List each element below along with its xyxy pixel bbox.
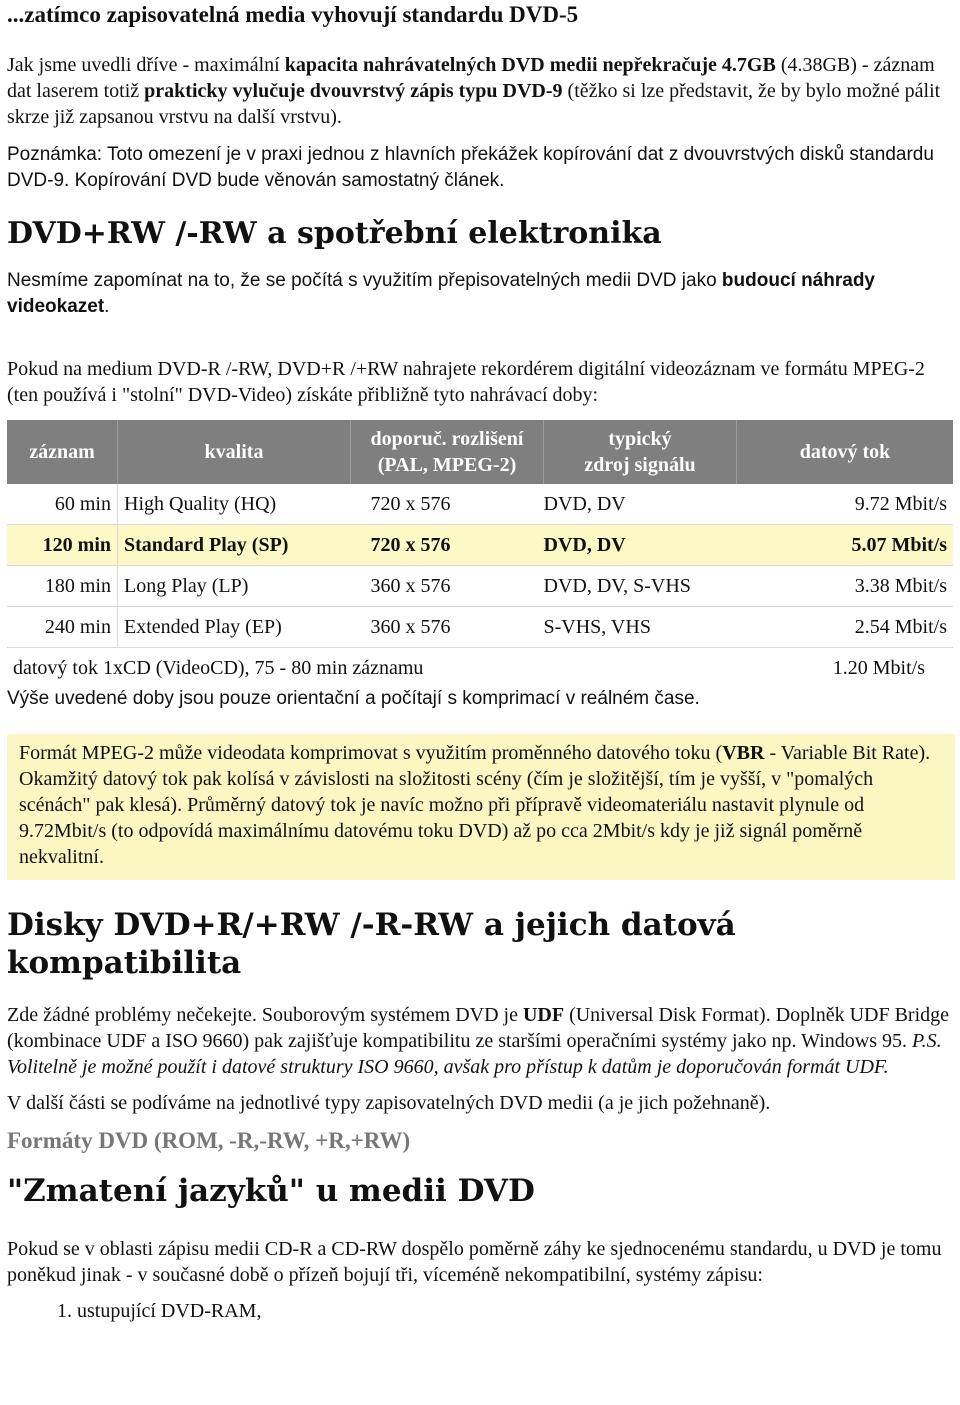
mpeg2-info-text [19,740,943,870]
header-rozliseni-line1: doporuč. rozlišení [370,428,524,450]
nesmime-paragraph [7,268,953,320]
heading-dvdrw-consumer: DVD+RW /-RW a spotřební elektronika [7,216,662,251]
list-item: 1. ustupující DVD-RAM, [77,1298,953,1324]
cell-source: S-VHS, VHS [544,607,737,648]
udf-text-2: (Universal Disk Format). Doplněk UDF Bridge (kombinace UDF a ISO 9660) pak zajišťuje kompatibilitu ze staršími operačními systémy jako np. Windows 95. [7,1004,950,1052]
footer-rate: 1.20 Mbit/s [832,657,925,679]
durations-note: Výše uvedené doby jsou pouze orientační a počítají s komprimací v reálném čase. [7,688,700,709]
recording-times-table [7,420,953,688]
table-row-highlighted [7,525,953,566]
cell-rate: 3.38 Mbit/s [737,566,954,607]
intro-paragraph [7,52,953,130]
table-header-row [7,420,953,484]
cell-source: DVD, DV [544,484,737,525]
cell-rate: 9.72 Mbit/s [737,484,954,525]
intro-bold-dualayer: prakticky vylučuje dvouvrstvý zápis typu DVD-9 [144,80,563,102]
cell-rate: 5.07 Mbit/s [737,525,954,566]
header-zdroj-line1: typický [608,428,672,450]
recording-intro-paragraph: Pokud na medium DVD-R /-RW, DVD+R /+RW nahrajete rekordérem digitální videozáznam ve formátu MPEG-2 (ten používá i "stolní" DVD-Video) získáte přibližně tyto nahrávací doby: [7,358,925,406]
header-zaznam: záznam [7,420,118,484]
header-zdroj [544,420,737,484]
nesmime-text-2: . [104,296,110,317]
cell-quality: Long Play (LP) [118,566,351,607]
udf-text-1: Zde žádné problémy nečekejte. Souborovým systémem DVD je [7,1004,523,1026]
recording-systems-list [7,1298,953,1324]
cell-resolution: 360 x 576 [351,566,544,607]
box-text-1: Formát MPEG-2 může videodata komprimovat s využitím proměnného datového toku ( [19,742,723,764]
nesmime-bold: budoucí náhrady videokazet [7,270,875,317]
cell-quality: High Quality (HQ) [118,484,351,525]
cell-time: 180 min [7,566,118,607]
next-part-paragraph: V další části se podíváme na jednotlivé typy zapisovatelných DVD medii (a je jich požehnaně). [7,1092,771,1114]
header-rozliseni-line2: (PAL, MPEG-2) [377,454,517,476]
header-kvalita: kvalita [118,420,351,484]
header-datovy-tok: datový tok [737,420,954,484]
cell-time: 120 min [7,525,118,566]
udf-paragraph [7,1002,953,1080]
heading-dvd-formats: Formáty DVD (ROM, -R,-RW, +R,+RW) [7,1128,411,1153]
intro-bold-capacity: kapacita nahrávatelných DVD medii nepřekračuje 4.7GB [284,54,776,76]
mpeg2-info-box [7,734,955,880]
udf-bold: UDF [522,1004,565,1026]
footer-label: datový tok 1xCD (VideoCD), 75 - 80 min záznamu [13,657,424,679]
heading-language-confusion: "Zmatení jazyků" u medii DVD [7,1173,535,1209]
cell-resolution: 720 x 576 [351,525,544,566]
table-row [7,566,953,607]
intro-text-1: Jak jsme uvedli dříve - maximální [7,54,285,76]
udf-italic-ps: P.S. Volitelně je možné použít i datové struktury ISO 9660, avšak pro přístup k datům je doporučován formát UDF. [7,1030,942,1078]
cell-quality: Extended Play (EP) [118,607,351,648]
table-row [7,607,953,648]
cell-source: DVD, DV, S-VHS [544,566,737,607]
intro-text-2: (4.38GB) - záznam dat laserem totiž [7,54,935,102]
heading-compatibility: Disky DVD+R/+RW /-R-RW a jejich datová kompatibilita [7,907,736,981]
section-heading-dvd5: ...zatímco zapisovatelná media vyhovují standardu DVD-5 [7,2,579,27]
cell-resolution: 720 x 576 [351,484,544,525]
cell-time: 60 min [7,484,118,525]
nesmime-text-1: Nesmíme zapomínat na to, že se počítá s využitím přepisovatelných medii DVD jako [7,270,722,291]
box-text-2: - Variable Bit Rate). Okamžitý datový tok pak kolísá v závislosti na složitosti scény (čím je složitější, tím je vyšší, v "pomalých scénách" pak klesá). Průměrný datový tok je navíc možno při přípravě videomateriálu nastavit plynule od 9.72Mbit/s (to odpovídá maximálnímu datovému toku DVD) až po cca 2Mbit/s kdy je již signál poměrně nekvalitní. [19,742,931,868]
header-zdroj-line2: zdroj signálu [584,454,696,476]
cdr-paragraph: Pokud se v oblasti zápisu medii CD-R a CD-RW dospělo poměrně záhy ke sjednocenému standardu, u DVD je tomu poněkud jinak - v současné době o přízeň bojují tři, víceméně nekompatibilní, systémy zápisu: [7,1238,942,1286]
table-footer-row [7,648,953,689]
cell-quality: Standard Play (SP) [118,525,351,566]
cell-rate: 2.54 Mbit/s [737,607,954,648]
cell-source: DVD, DV [544,525,737,566]
cell-time: 240 min [7,607,118,648]
note-paragraph: Poznámka: Toto omezení je v praxi jednou z hlavních překážek kopírování dat z dvouvrstvých disků standardu DVD-9. Kopírování DVD bude věnován samostatný článek. [7,144,934,191]
header-rozliseni [351,420,544,484]
cell-resolution: 360 x 576 [351,607,544,648]
intro-text-3: (těžko si lze představit, že by bylo možné pálit skrze již zapsanou vrstvu na další vrstvu). [7,80,941,128]
table-row [7,484,953,525]
box-bold-vbr: VBR [722,742,765,764]
